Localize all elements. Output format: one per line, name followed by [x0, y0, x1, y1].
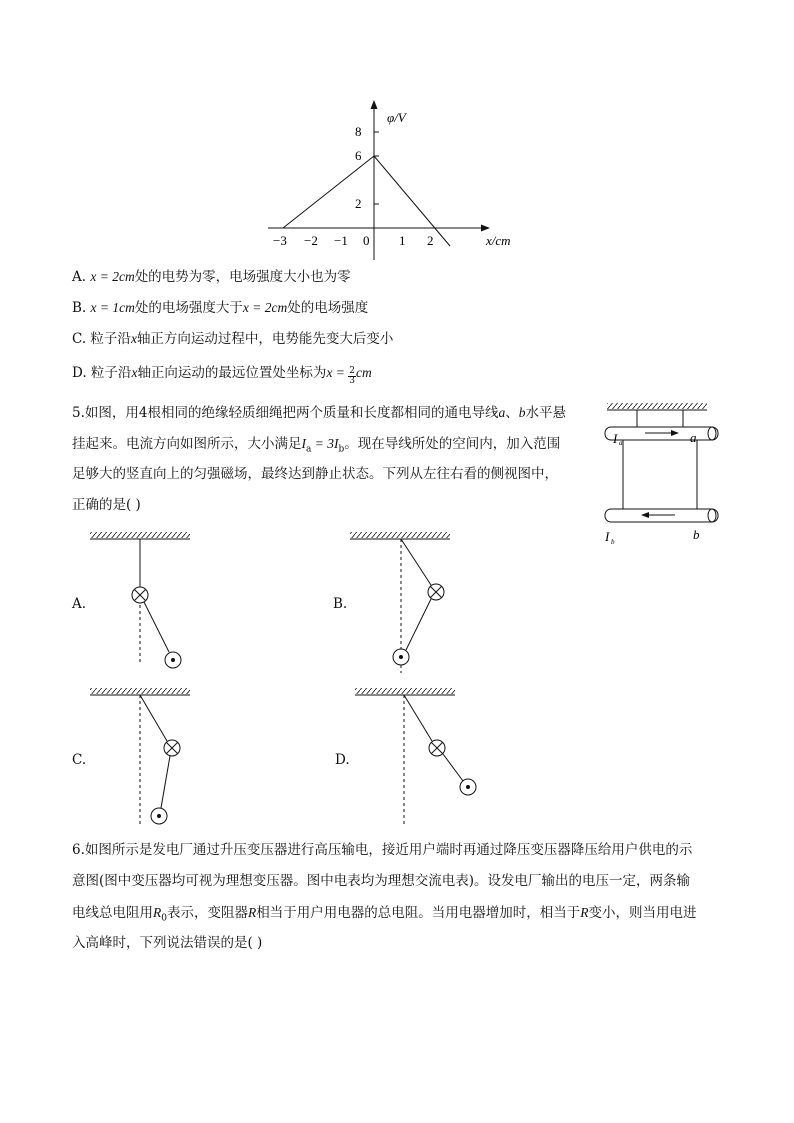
potential-line-right [374, 156, 450, 246]
q5-line-3: 足够大的竖直向上的匀强磁场，最终达到静止状态。下列从左往右看的侧视图中， [72, 466, 558, 482]
y-tick-label-6: 6 [355, 148, 362, 163]
q5-line-4: 正确的是( ) [72, 497, 141, 513]
string-lower [144, 602, 169, 652]
label-Ia-sub: a [619, 439, 623, 447]
y-tick-label-2: 2 [355, 196, 362, 211]
dot [157, 814, 161, 818]
ceiling-hatch [90, 532, 190, 538]
q5-line-1: 5.如图，用4根相同的绝缘轻质细绳把两个质量和长度都相同的通电导线a、b水平悬 [72, 405, 566, 421]
ceiling-hatch [350, 532, 450, 538]
q6-line-2: 意图(图中变压器均可视为理想变压器。图中电表均为理想交流电表)。设发电厂输出的电压一定，两条输 [72, 873, 691, 889]
potential-graph [260, 95, 540, 265]
hanging-wires-figure [595, 400, 730, 550]
label-a: a [690, 430, 697, 445]
q4-option-d[interactable]: D. 粒子沿x轴正向运动的最远位置处坐标为x = $\frac{2}{3}$ cm [72, 365, 372, 386]
string-upper [404, 695, 432, 741]
y-axis-label: φ/V [387, 110, 406, 125]
q6-line-4: 入高峰时，下列说法错误的是( ) [72, 935, 263, 951]
x-axis-label: x/cm [486, 233, 511, 248]
label-Ib: I [605, 529, 610, 544]
ceiling-hatch [90, 688, 190, 694]
wire-b-end [708, 509, 716, 522]
q4-option-a[interactable]: A. x = 2cm处的电势为零，电场强度大小也为零 [72, 269, 351, 285]
potential-line-left [283, 156, 374, 228]
q5-option-d-label[interactable]: D. [335, 752, 350, 768]
y-tick-label-8: 8 [355, 124, 362, 139]
dot [466, 785, 470, 789]
string-lower [161, 756, 170, 808]
label-Ib-sub: b [611, 538, 615, 546]
x-tick-label-2: 2 [427, 233, 434, 248]
q5-option-a-figure[interactable] [85, 528, 205, 678]
x-tick-label-m3: −3 [273, 233, 287, 248]
q5-option-b-figure[interactable] [345, 528, 465, 678]
q5-option-c-figure[interactable] [85, 684, 205, 834]
x-tick-label-m1: −1 [334, 233, 348, 248]
q5-line-2: 挂起来。电流方向如图所示，大小满足$I_a = 3I_b$。现在导线所处的空间内，加入范围 [72, 436, 561, 455]
q6-line-1: 6.如图所示是发电厂通过升压变压器进行高压输电，接近用户端时再通过降压变压器降压给用户供电的示 [72, 842, 693, 858]
ceiling-hatch [355, 688, 455, 694]
q4-option-c[interactable]: C. 粒子沿x轴正方向运动过程中，电势能先变大后变小 [72, 331, 394, 347]
label-b: b [693, 527, 700, 542]
wire-a-end [708, 427, 716, 440]
q6-line-3: 电线总电阻用$R_0$表示，变阻器R相当于用户用电器的总电阻。当用电器增加时，相当于R变小，则当用电进 [72, 905, 697, 924]
x-axis-arrow [481, 225, 490, 232]
dot [171, 658, 175, 662]
label-Ia: I [613, 431, 618, 446]
string-upper [140, 695, 167, 741]
q5-option-a-label[interactable]: A. [72, 596, 87, 612]
y-axis-arrow [371, 100, 378, 109]
q5-option-b-label[interactable]: B. [333, 596, 348, 612]
string-upper [401, 539, 431, 585]
q4-option-b[interactable]: B. x = 1cm处的电场强度大于x = 2cm处的电场强度 [72, 300, 369, 316]
dot [399, 655, 403, 659]
q5-option-c-label[interactable]: C. [72, 752, 87, 768]
x-tick-label-0: 0 [363, 233, 370, 248]
x-tick-label-1: 1 [399, 233, 406, 248]
q5-option-d-figure[interactable] [350, 684, 480, 834]
ceiling-hatch [607, 403, 707, 409]
fraction-two-thirds: $\frac{2}{3}$ [349, 366, 356, 386]
string-lower [443, 754, 463, 781]
string-lower [406, 599, 431, 650]
x-tick-label-m2: −2 [304, 233, 318, 248]
